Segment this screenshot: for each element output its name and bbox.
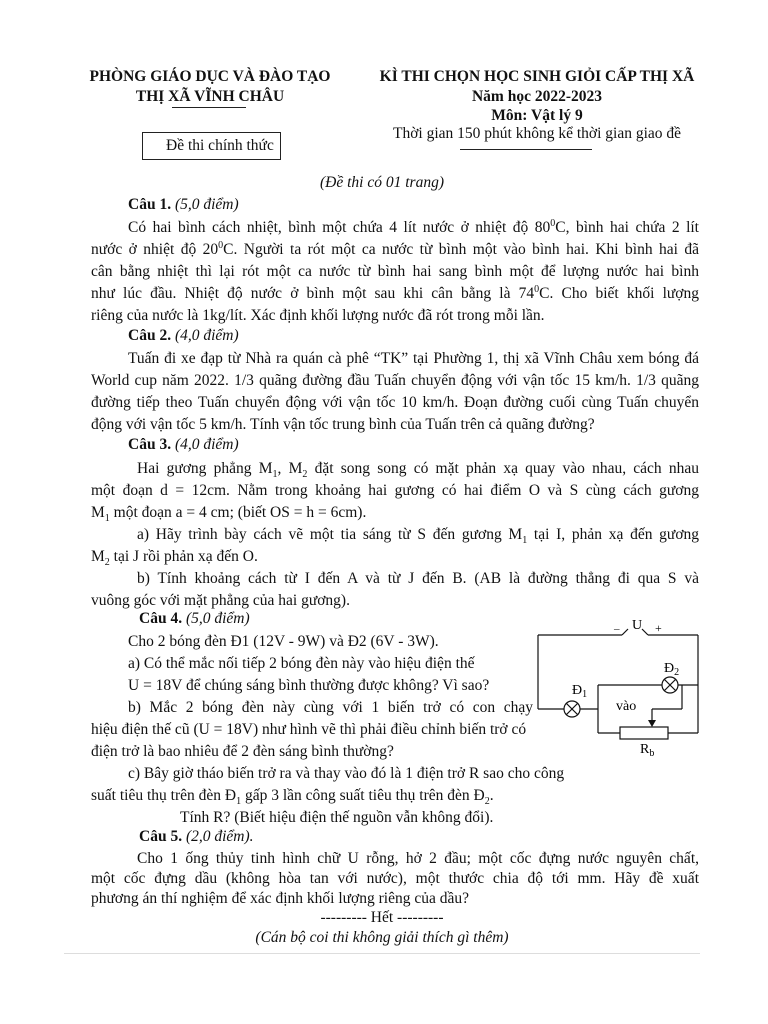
rheostat-body bbox=[620, 727, 668, 739]
q3-points: (4,0 điểm) bbox=[174, 436, 239, 453]
vao-label: vào bbox=[616, 699, 637, 714]
official-exam-box bbox=[142, 132, 281, 160]
voltage-label: U bbox=[632, 618, 643, 633]
q5-body: Cho 1 ống thủy tinh hình chữ U rỗng, hở 2 đầu; một cốc đựng nước nguyên chất, một cốc đựng dầu (không hòa tan với nước), một thước chia độ tới mm. Hãy đề xuất phương án thí nghiệm để xác định khối lượng riêng của dầu? bbox=[91, 850, 699, 907]
page-count-note: (Đề thi có 01 trang) bbox=[320, 174, 444, 191]
q2-points: (4,0 điểm) bbox=[174, 327, 239, 344]
left-header-rule bbox=[172, 107, 246, 108]
q4-heading bbox=[139, 610, 250, 628]
q2-heading bbox=[128, 327, 239, 345]
q4-title: Câu 4. bbox=[139, 610, 183, 627]
proctor-note: (Cán bộ coi thi không giải thích gì thêm) bbox=[255, 929, 509, 946]
q5-title: Câu 5. bbox=[139, 828, 183, 845]
time-allowed: Thời gian 150 phút không kể thời gian giao đề bbox=[392, 125, 682, 142]
slider-arrow-icon bbox=[648, 720, 656, 727]
q4-body: Cho 2 bóng đèn Đ1 (12V - 9W) và Đ2 (6V - 3W). a) Có thể mắc nối tiếp 2 bóng đèn này vào hiệu điện thế U = 18V để chúng sáng bình thường được không? Vì sao? b) Mắc 2 bóng đèn này cùng với 1 biến trở có con chạy hiệu điện thế cũ (U = 18V) như hình vẽ thì phải điều chỉnh biến trở có điện trở là bao nhiêu để 2 đèn sáng bình thường? c) Bây giờ tháo biến trở ra và thay vào đó là 1 điện trở R sao cho công suất tiêu thụ trên đèn $Đ_1$ gấp 3 lần công suất tiêu thụ trên đèn $Đ_2$. Tính R? (Biết hiệu điện thế nguồn vẫn không đổi). bbox=[91, 633, 565, 826]
source-terminal-left bbox=[622, 629, 628, 635]
q3-title: Câu 3. bbox=[128, 436, 172, 453]
source-terminal-right bbox=[642, 629, 648, 635]
page-bottom-rule bbox=[64, 953, 700, 954]
q1-body: Có hai bình cách nhiệt, bình một chứa 4 lít nước ở nhiệt độ $80^0C$, bình hai chứa 2 lít nước ở nhiệt độ $20^0C$. Người ta rót một ca nước từ bình một vào bình hai. Khi bình hai đã cân bằng nhiệt thì lại rót một ca nước từ bình hai sang bình một để lượng nước hai bình như lúc đầu. Nhiệt độ nước ở bình một sau khi cân bằng là $74^0C$. Cho biết khối lượng riêng của nước là 1kg/lít. Xác định khối lượng nước đã rót trong mỗi lần. bbox=[91, 217, 699, 324]
d2-label: $Đ_2$ bbox=[664, 661, 680, 678]
q1-heading bbox=[128, 196, 239, 214]
circuit-diagram bbox=[530, 612, 708, 762]
q1-points: (5,0 điểm) bbox=[174, 196, 239, 213]
minus-sign: – bbox=[614, 623, 620, 635]
q5-heading bbox=[139, 828, 254, 846]
q1-title: Câu 1. bbox=[128, 196, 172, 213]
q4-points: (5,0 điểm) bbox=[185, 610, 250, 627]
q5-points: (2,0 điểm). bbox=[185, 828, 254, 845]
district-name: THỊ XÃ VĨNH CHÂU bbox=[135, 88, 285, 105]
right-header-rule bbox=[460, 149, 592, 150]
official-exam-label: Đề thi chính thức bbox=[166, 137, 274, 154]
q2-body: Tuấn đi xe đạp từ Nhà ra quán cà phê “TK” tại Phường 1, thị xã Vĩnh Châu xem bóng đá World cup năm 2022. 1/3 quãng đường đầu Tuấn chuyển động với vận tốc 15 km/h. 1/3 quãng đường tiếp theo Tuấn chuyển động với vận tốc 10 km/h. Đoạn đường cuối cùng Tuấn chuyển động với vận tốc 5 km/h. Tính vận tốc trung bình của Tuấn trên cả quãng đường? bbox=[91, 350, 699, 433]
q3-body: Hai gương phẳng $M_1$, $M_2$ đặt song song có mặt phản xạ quay vào nhau, cách nhau một đoạn d = 12cm. Nằm trong khoảng hai gương có hai điểm O và S cùng cách gương $M_1$ một đoạn a = 4 cm; (biết OS = h = 6cm). a) Hãy trình bày cách vẽ một tia sáng từ S đến gương $M_1$ tại I, phản xạ đến gương $M_2$ tại J rồi phản xạ đến O. b) Tính khoảng cách từ I đến A và từ J đến B. (AB là đường thẳng đi qua S và vuông góc với mặt phẳng của hai gương). bbox=[91, 460, 700, 609]
school-year: Năm học 2022-2023 bbox=[471, 88, 603, 105]
plus-sign: + bbox=[655, 621, 662, 635]
d1-label: $Đ_1$ bbox=[572, 683, 588, 700]
end-marker: --------- Hết --------- bbox=[320, 909, 444, 926]
department-name: PHÒNG GIÁO DỤC VÀ ĐÀO TẠO bbox=[89, 68, 331, 85]
rb-label: $R_b$ bbox=[640, 742, 655, 759]
subject: Môn: Vật lý 9 bbox=[491, 107, 583, 124]
q3-heading bbox=[128, 436, 239, 454]
exam-title: KÌ THI CHỌN HỌC SINH GIỎI CẤP THỊ XÃ bbox=[379, 68, 695, 85]
q2-title: Câu 2. bbox=[128, 327, 172, 344]
